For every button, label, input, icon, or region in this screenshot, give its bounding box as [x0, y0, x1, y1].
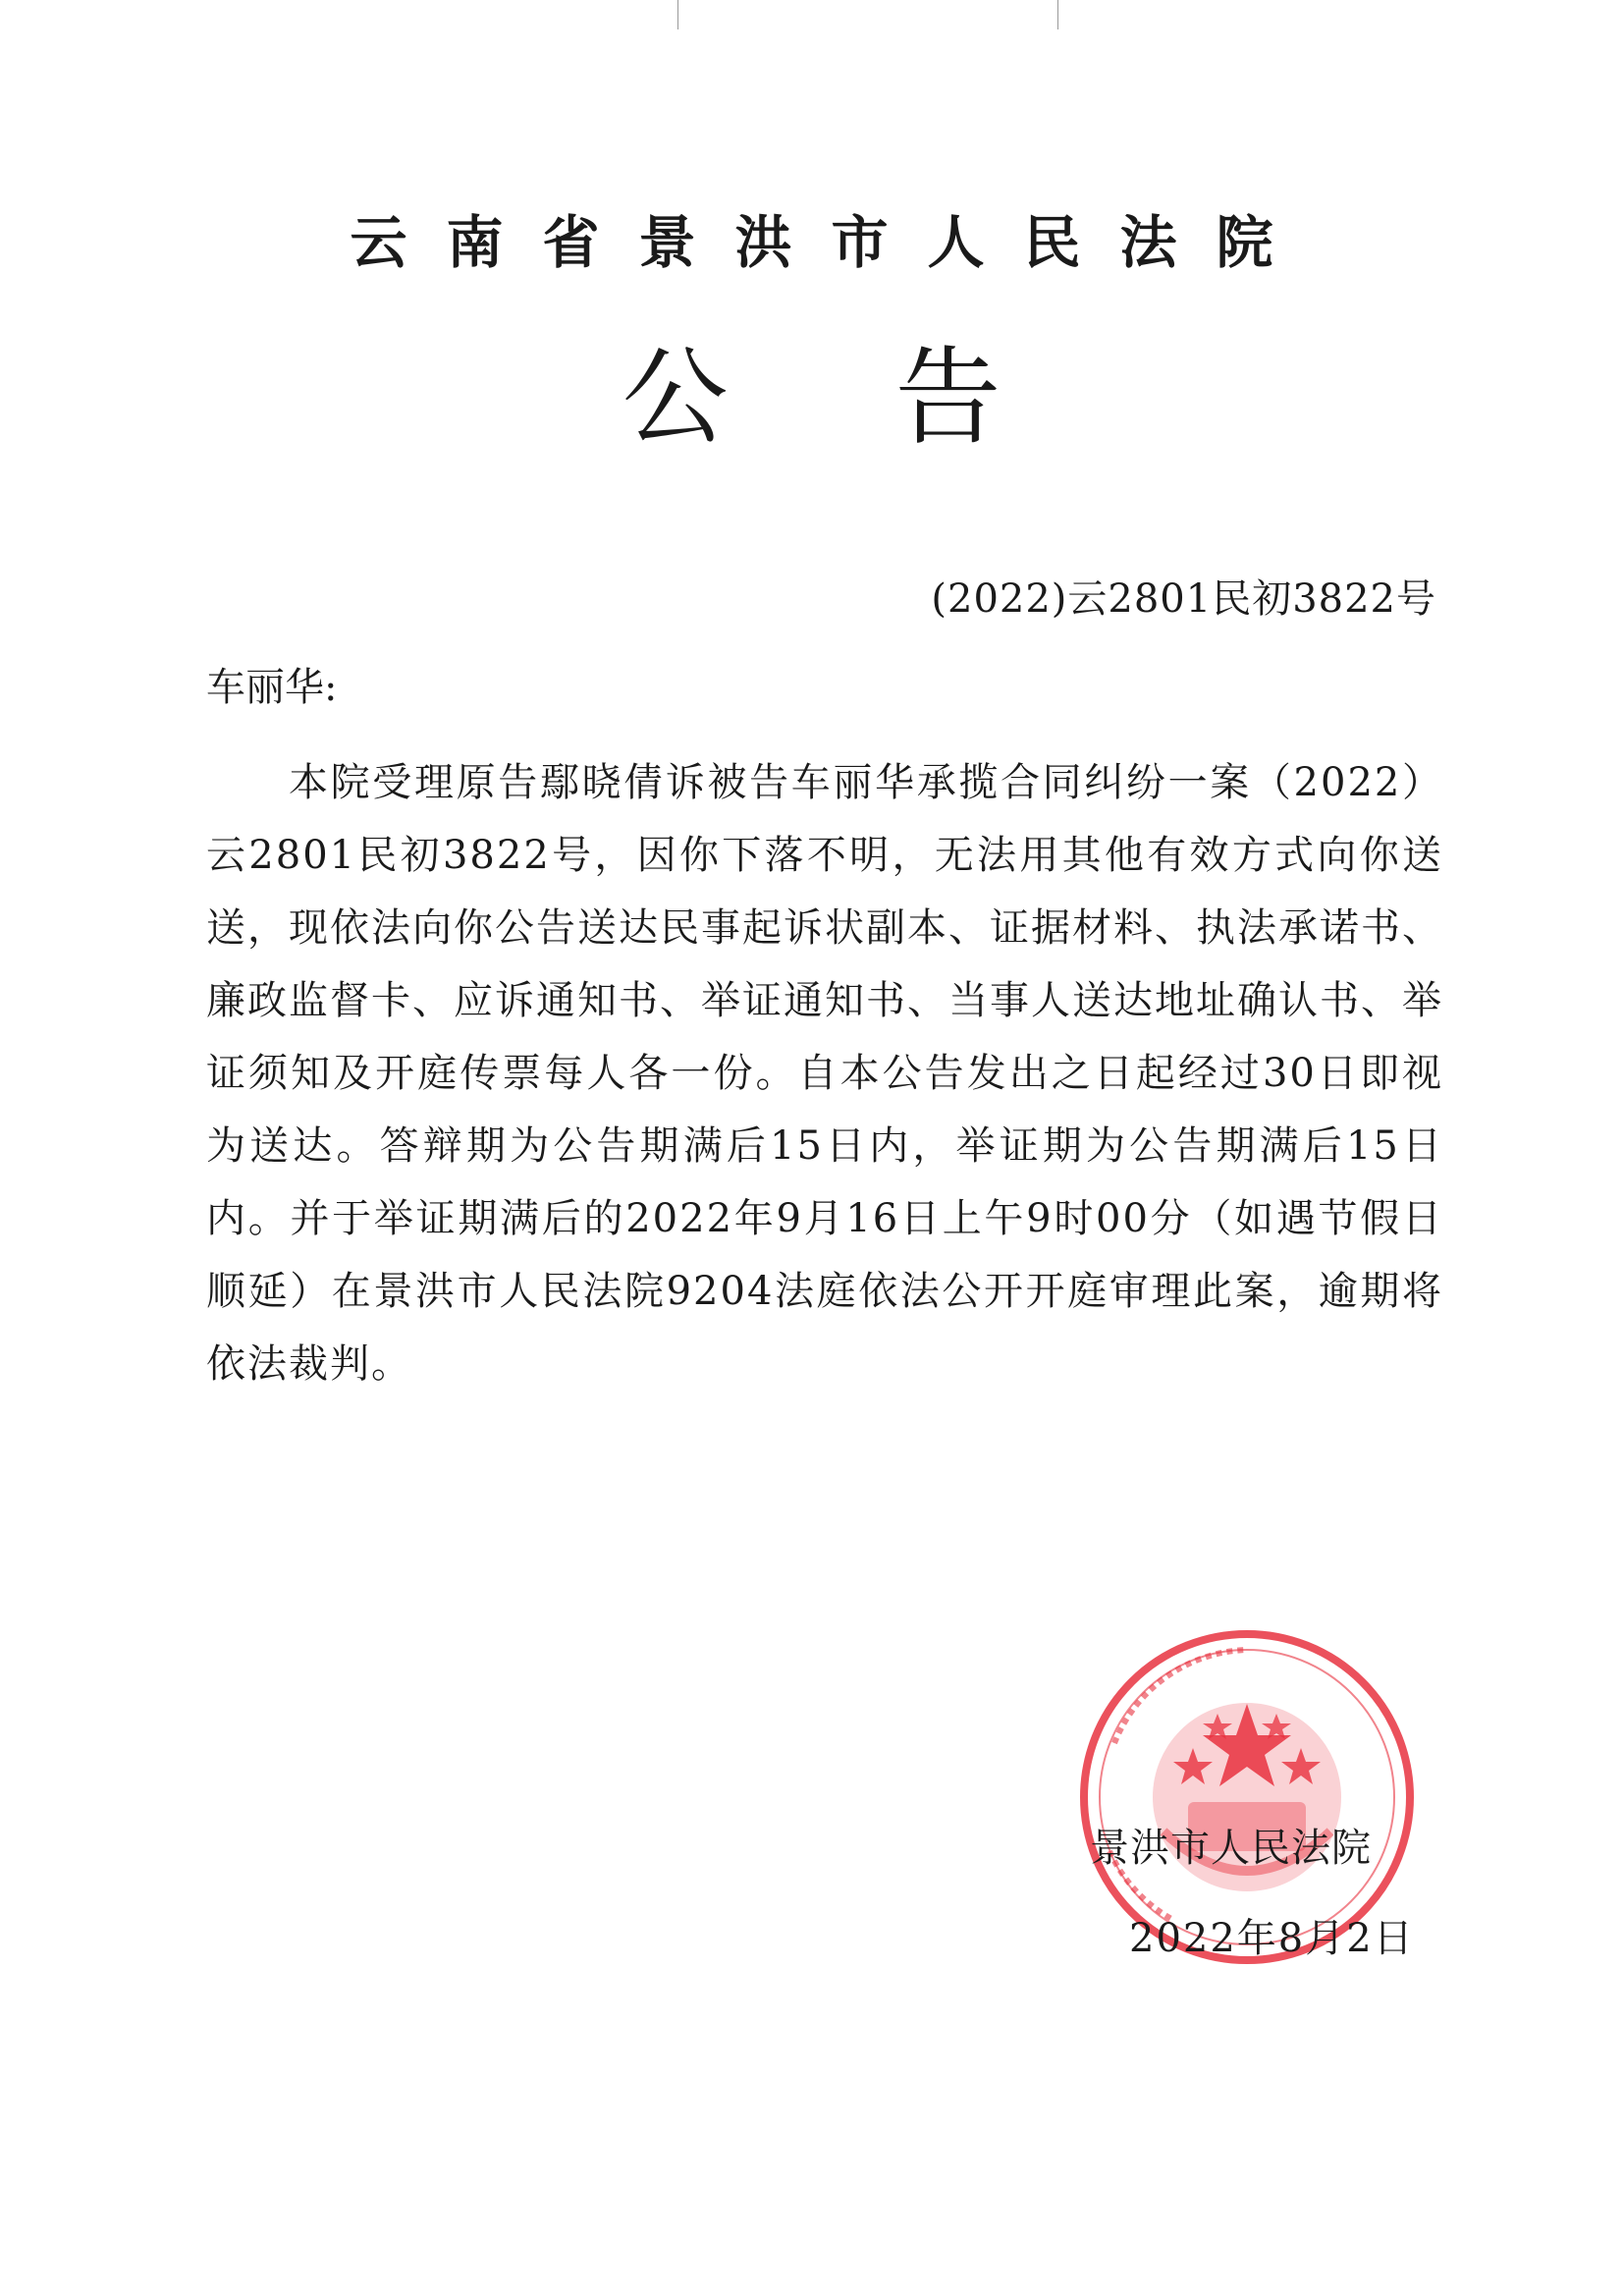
- document-type-title: 公告: [622, 337, 1168, 460]
- scan-edge-mark-left: [677, 0, 678, 29]
- notice-body: 本院受理原告鄢晓倩诉被告车丽华承揽合同纠纷一案（2022）云2801民初3822号，因你下落不明，无法用其他有效方式向你送送，现依法向你公告送达民事起诉状副本、证据材料、执法承诺书、廉政监督卡、应诉通知书、举证通知书、当事人送达地址确认书、举证须知及开庭传票每人各一份。自本公告发出之日起经过30日即视为送达。答辩期为公告期满后15日内，举证期为公告期满后15日内。并于举证期满后的2022年9月16日上午9时00分（如遇节假日顺延）在景洪市人民法院9204法庭依法公开开庭审理此案，逾期将依法裁判。: [206, 760, 1443, 1387]
- case-number: (2022)云2801民初3822号: [931, 576, 1436, 622]
- signature-court-name: 景洪市人民法院: [1090, 1826, 1372, 1871]
- court-title: 云南省景洪市人民法院: [350, 209, 1313, 276]
- addressee: 车丽华:: [206, 665, 338, 710]
- scan-edge-mark-right: [1057, 0, 1058, 29]
- signature-date: 2022年8月2日: [1129, 1916, 1415, 1961]
